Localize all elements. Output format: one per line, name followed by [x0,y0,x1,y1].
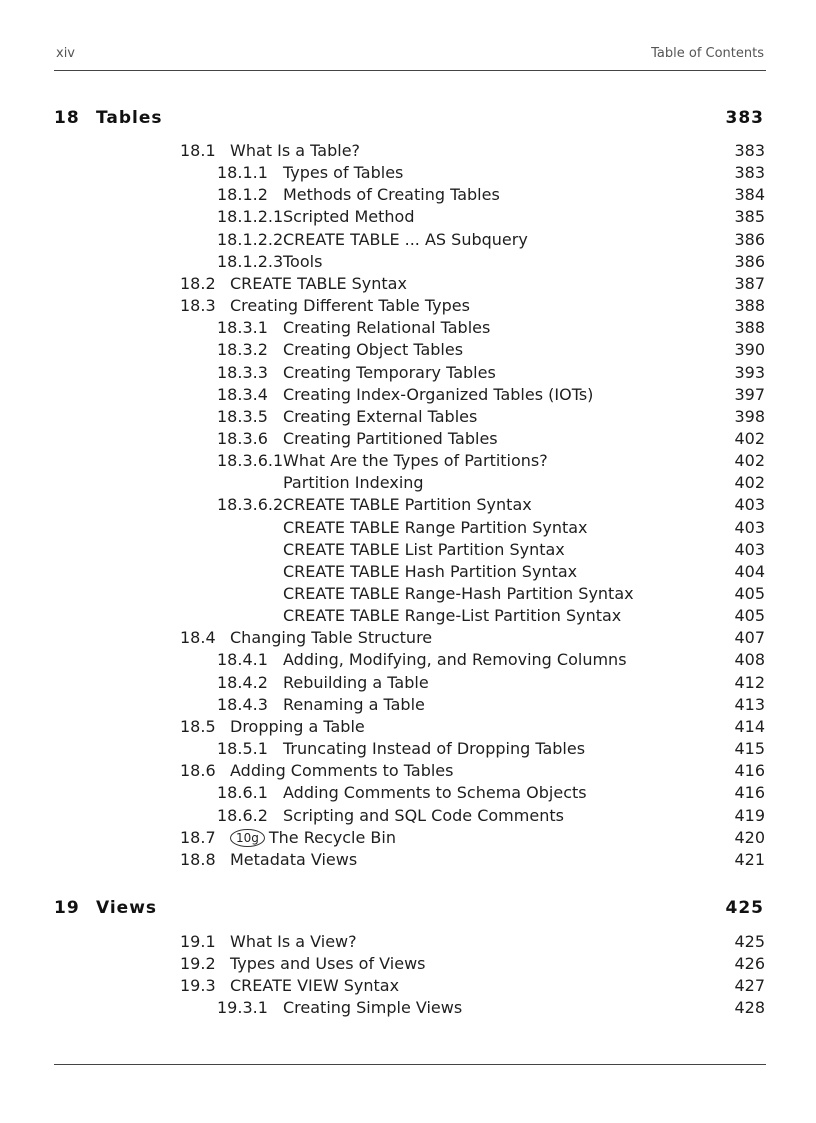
toc-entry[interactable] [217,206,765,228]
section-number: 18.3.3 [217,363,268,382]
section-number: 19.3.1 [217,998,268,1017]
toc-entry[interactable] [180,295,765,317]
section-page-number: 426 [734,954,765,973]
section-page-number: 385 [734,207,765,226]
toc-entry[interactable] [180,849,765,871]
toc-entry[interactable] [217,162,765,184]
section-title: Creating External Tables [283,407,478,426]
section-page-number: 405 [734,584,765,603]
section-page-number: 386 [734,230,765,249]
section-title: Creating Partitioned Tables [283,429,498,448]
section-number: 18.1.2.3 [217,252,284,271]
toc-entry[interactable] [217,782,765,804]
chapter-title: Tables [96,108,163,128]
section-number: 18.6.2 [217,806,268,825]
section-page-number: 412 [734,673,765,692]
section-number: 19.3 [180,976,216,995]
toc-entry[interactable] [217,428,765,450]
toc-entry[interactable] [283,561,765,583]
section-title: CREATE TABLE Range-List Partition Syntax [283,606,622,625]
section-page-number: 414 [734,717,765,736]
section-number: 18.6 [180,761,216,780]
section-page-number: 387 [734,274,765,293]
section-title: What Is a View? [230,932,357,951]
section-title: CREATE TABLE Partition Syntax [283,495,532,514]
section-title: Metadata Views [230,850,358,869]
section-page-number: 402 [734,451,765,470]
section-title: Methods of Creating Tables [283,185,500,204]
toc-entry[interactable] [217,805,765,827]
section-number: 18.4.2 [217,673,268,692]
section-page-number: 403 [734,518,765,537]
toc-entry[interactable] [217,184,765,206]
section-title: Dropping a Table [230,717,365,736]
section-number: 18.3.6.1 [217,451,284,470]
section-title-text: The Recycle Bin [268,828,396,847]
section-page-number: 419 [734,806,765,825]
section-title: Partition Indexing [283,473,424,492]
section-page-number: 427 [734,976,765,995]
running-header-title: Table of Contents [651,46,764,61]
section-title: CREATE VIEW Syntax [230,976,400,995]
section-number: 18.3.6.2 [217,495,284,514]
section-page-number: 403 [734,540,765,559]
toc-entry[interactable] [217,694,765,716]
toc-entry[interactable] [217,997,765,1019]
section-title: Truncating Instead of Dropping Tables [283,739,586,758]
section-title: What Are the Types of Partitions? [283,451,548,470]
section-page-number: 405 [734,606,765,625]
chapter-number: 19 [54,898,80,918]
section-number: 18.1.1 [217,163,268,182]
section-title: Types and Uses of Views [230,954,426,973]
header-divider [54,70,766,71]
section-title: CREATE TABLE Hash Partition Syntax [283,562,578,581]
toc-entry[interactable] [283,583,765,605]
section-number: 18.8 [180,850,216,869]
toc-entry[interactable] [180,140,765,162]
section-page-number: 415 [734,739,765,758]
section-number: 18.1.2.2 [217,230,284,249]
running-header-page-number: xiv [56,46,75,61]
section-title: Creating Object Tables [283,340,464,359]
section-title: CREATE TABLE ... AS Subquery [283,230,528,249]
section-page-number: 402 [734,473,765,492]
section-number: 18.3.5 [217,407,268,426]
section-number: 18.3.2 [217,340,268,359]
section-number: 18.4 [180,628,216,647]
section-title: CREATE TABLE Range-Hash Partition Syntax [283,584,634,603]
toc-entry[interactable] [180,627,765,649]
section-title: Creating Index-Organized Tables (IOTs) [283,385,594,404]
section-number: 18.3.4 [217,385,268,404]
section-page-number: 397 [734,385,765,404]
section-title: Changing Table Structure [230,628,433,647]
section-title: Adding, Modifying, and Removing Columns [283,650,627,669]
toc-entry[interactable] [217,229,765,251]
chapter-title: Views [96,898,158,918]
section-title: Adding Comments to Schema Objects [283,783,587,802]
section-title: Scripting and SQL Code Comments [283,806,564,825]
section-number: 18.5 [180,717,216,736]
toc-entry[interactable] [283,472,765,494]
section-title: Rebuilding a Table [283,673,429,692]
section-number: 18.7 [180,828,216,847]
chapter-heading[interactable] [54,898,764,922]
section-page-number: 421 [734,850,765,869]
section-number: 19.1 [180,932,216,951]
section-page-number: 383 [734,163,765,182]
section-number: 18.6.1 [217,783,268,802]
chapter-page-number: 383 [725,108,764,128]
section-page-number: 388 [734,318,765,337]
section-number: 18.5.1 [217,739,268,758]
section-title: CREATE TABLE Range Partition Syntax [283,518,588,537]
toc-entry[interactable] [180,760,765,782]
section-page-number: 416 [734,761,765,780]
toc-entry[interactable] [180,716,765,738]
toc-entry[interactable] [217,738,765,760]
chapter-number: 18 [54,108,80,128]
toc-entry[interactable] [217,362,765,384]
toc-entry[interactable] [217,384,765,406]
section-number: 18.3 [180,296,216,315]
section-page-number: 383 [734,141,765,160]
section-number: 18.3.6 [217,429,268,448]
section-title: Creating Temporary Tables [283,363,496,382]
section-page-number: 402 [734,429,765,448]
section-title: Types of Tables [283,163,404,182]
toc-entry[interactable] [180,975,765,997]
toc-entry[interactable] [180,931,765,953]
toc-entry[interactable] [180,827,765,849]
toc-entry[interactable] [217,317,765,339]
toc-entry[interactable] [217,450,765,472]
toc-entry[interactable] [180,953,765,975]
toc-entry[interactable] [283,605,765,627]
section-page-number: 384 [734,185,765,204]
section-title: Adding Comments to Tables [230,761,454,780]
section-number: 18.1 [180,141,216,160]
section-page-number: 386 [734,252,765,271]
section-number: 18.1.2 [217,185,268,204]
section-title [230,827,396,849]
toc-entry[interactable] [217,672,765,694]
toc-entry[interactable] [283,539,765,561]
section-title: Tools [283,252,323,271]
section-page-number: 404 [734,562,765,581]
section-page-number: 390 [734,340,765,359]
section-number: 18.1.2.1 [217,207,284,226]
section-page-number: 393 [734,363,765,382]
chapter-page-number: 425 [725,898,764,918]
toc-entry[interactable] [217,251,765,273]
section-page-number: 398 [734,407,765,426]
section-page-number: 420 [734,828,765,847]
footer-divider [54,1064,766,1065]
toc-entry[interactable] [217,339,765,361]
section-title: Creating Different Table Types [230,296,470,315]
toc-entry[interactable] [217,406,765,428]
toc-entry[interactable] [217,494,765,516]
section-number: 18.4.1 [217,650,268,669]
section-number: 18.4.3 [217,695,268,714]
toc-entry[interactable] [180,273,765,295]
section-title: Creating Simple Views [283,998,463,1017]
section-title: Renaming a Table [283,695,425,714]
section-title: Scripted Method [283,207,415,226]
section-title: CREATE TABLE Syntax [230,274,407,293]
section-page-number: 413 [734,695,765,714]
section-title: CREATE TABLE List Partition Syntax [283,540,565,559]
section-number: 18.3.1 [217,318,268,337]
section-number: 19.2 [180,954,216,973]
section-title: Creating Relational Tables [283,318,491,337]
section-number: 18.2 [180,274,216,293]
version-badge-icon: 10g [230,829,265,847]
section-page-number: 407 [734,628,765,647]
section-title: What Is a Table? [230,141,361,160]
chapter-heading[interactable] [54,108,764,132]
section-page-number: 408 [734,650,765,669]
section-page-number: 388 [734,296,765,315]
section-page-number: 425 [734,932,765,951]
section-page-number: 428 [734,998,765,1017]
toc-entry[interactable] [217,649,765,671]
toc-entry[interactable] [283,517,765,539]
section-page-number: 403 [734,495,765,514]
section-page-number: 416 [734,783,765,802]
